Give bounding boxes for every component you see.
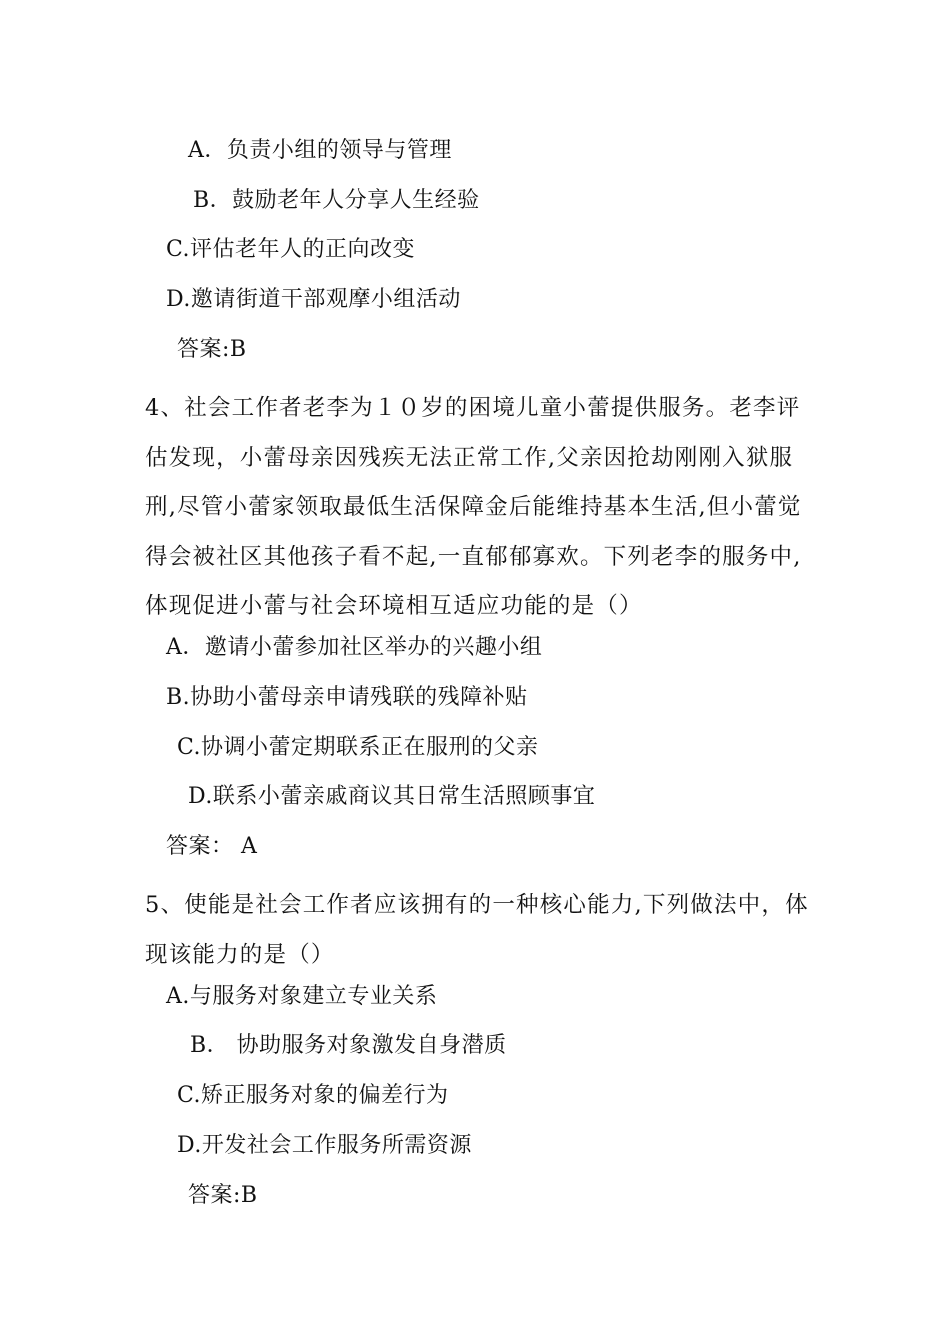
q4-answer: 答案： A (166, 834, 258, 859)
prev-option-a: A．负责小组的领导与管理 (188, 138, 452, 163)
q5-option-b: B． 协助服务对象激发自身潜质 (190, 1033, 507, 1058)
q4-option-b: B.协助小蕾母亲申请残联的残障补贴 (166, 685, 528, 710)
prev-option-c: C.评估老年人的正向改变 (166, 237, 416, 262)
prev-option-d: D.邀请街道干部观摩小组活动 (166, 287, 461, 312)
q5-option-a: A.与服务对象建立专业关系 (166, 984, 438, 1009)
q4-option-a: A．邀请小蕾参加社区举办的兴趣小组 (166, 635, 543, 660)
question-4-stem: 4、社会工作者老李为１０岁的困境儿童小蕾提供服务。老李评估发现，小蕾母亲因残疾无法正常工作,父亲因抢劫刚刚入狱服刑,尽管小蕾家领取最低生活保障金后能维持基本生活,但小蕾觉得会被社区其他孩子看不起,一直郁郁寡欢。下列老李的服务中,体现促进小蕾与社会环境相互适应功能的是（） (145, 395, 802, 619)
q4-option-d: D.联系小蕾亲戚商议其日常生活照顾事宜 (188, 784, 596, 809)
prev-answer: 答案:B (177, 337, 247, 362)
question-5-stem: 5、使能是社会工作者应该拥有的一种核心能力,下列做法中，体现该能力的是（） (145, 892, 809, 968)
q5-answer: 答案:B (188, 1183, 258, 1208)
q4-option-c: C.协调小蕾定期联系正在服刑的父亲 (177, 735, 539, 760)
q5-option-d: D.开发社会工作服务所需资源 (177, 1133, 472, 1158)
prev-option-b: B．鼓励老年人分享人生经验 (193, 188, 480, 213)
q5-option-c: C.矫正服务对象的偏差行为 (177, 1083, 449, 1108)
